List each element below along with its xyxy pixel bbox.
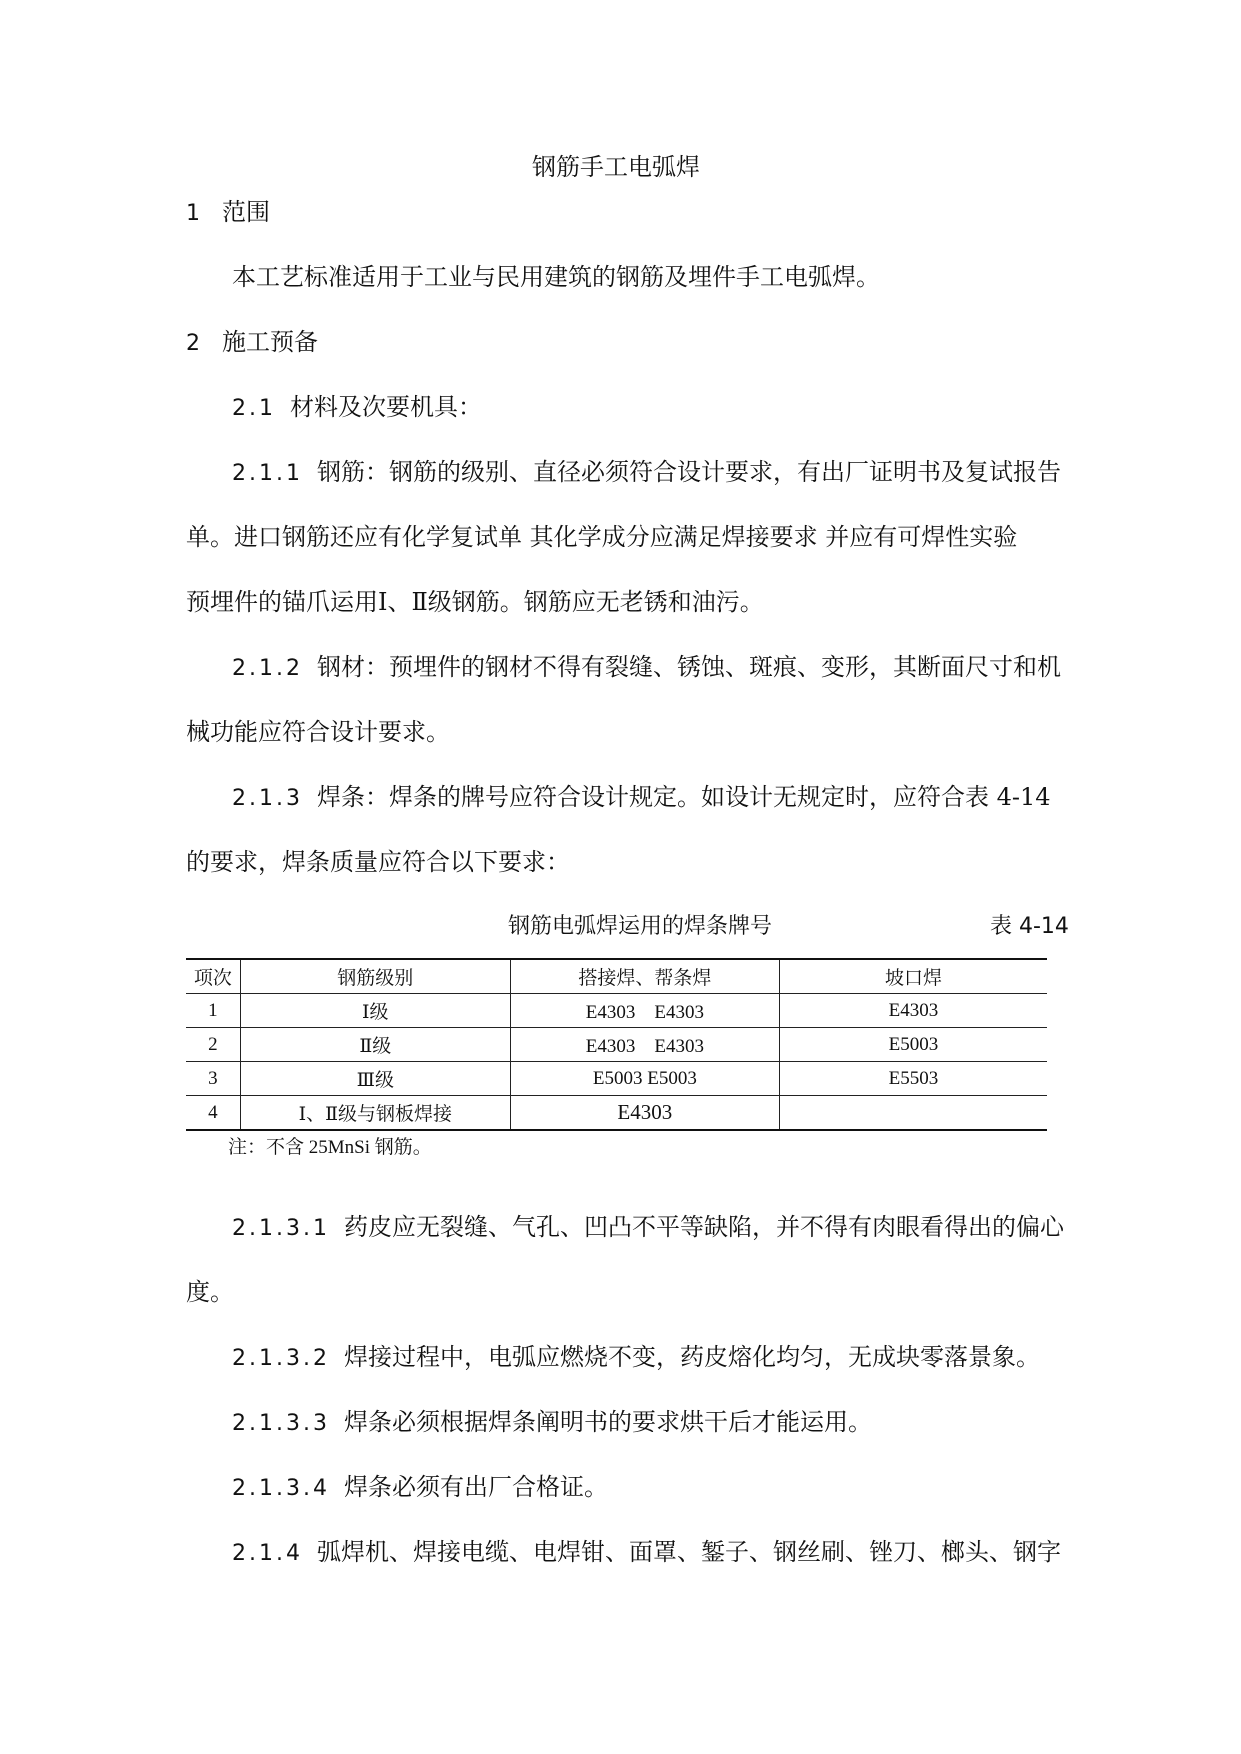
clause-number: 2.1.3: [232, 786, 303, 811]
page-title: 钢筋手工电弧焊: [532, 153, 700, 181]
paragraph-2-1-3-3: [232, 1407, 872, 1439]
table-cell: Ⅰ、Ⅱ级与钢板焊接: [240, 1096, 510, 1131]
clause-text: 药皮应无裂缝、气孔、凹凸不平等缺陷，并不得有肉眼看得出的偏心: [343, 1213, 1064, 1241]
section-2-heading: [186, 327, 318, 359]
table-cell: E4303 E4303: [510, 1028, 779, 1062]
table-header-cell: 搭接焊、帮条焊: [510, 959, 779, 994]
section-1-heading: [186, 197, 270, 229]
section-1-body: 本工艺标准适用于工业与民用建筑的钢筋及埋件手工电弧焊。: [232, 263, 880, 291]
table-cell: 1: [186, 994, 240, 1028]
paragraph-2-1-3-1: [232, 1212, 1064, 1244]
paragraph-2-1-4: [232, 1537, 1061, 1569]
electrode-table: [186, 958, 1047, 1131]
table-cell: 3: [186, 1062, 240, 1096]
clause-number: 2.1.4: [232, 1541, 303, 1566]
table-row: [186, 994, 1047, 1028]
table-cell: E4303: [510, 1096, 779, 1131]
table-header-row: [186, 959, 1047, 994]
table-row: [186, 1028, 1047, 1062]
table-cell: E4303 E4303: [510, 994, 779, 1028]
table-header-cell: 钢筋级别: [240, 959, 510, 994]
section-number: 2: [186, 331, 200, 356]
clause-text: 焊接过程中，电弧应燃烧不变，药皮熔化均匀，无成块零落景象。: [343, 1343, 1040, 1371]
table-cell: Ⅲ级: [240, 1062, 510, 1096]
clause-text: 材料及次要机具：: [290, 393, 482, 421]
table-row: [186, 1096, 1047, 1131]
paragraph-line: 械功能应符合设计要求。: [186, 718, 450, 746]
paragraph-line: 预埋件的锚爪运用Ⅰ、Ⅱ级钢筋。钢筋应无老锈和油污。: [186, 588, 764, 616]
paragraph-2-1-1: [232, 457, 1061, 489]
clause-number: 2.1.2: [232, 656, 303, 681]
section-title: 范围: [222, 198, 270, 226]
table-note: 注：不含 25MnSi 钢筋。: [228, 1137, 432, 1158]
paragraph-line: 度。: [186, 1278, 234, 1306]
clause-text: 焊条：焊条的牌号应符合设计规定。如设计无规定时，应符合表 4-14: [316, 783, 1051, 811]
clause-text: 钢材：预埋件的钢材不得有裂缝、锈蚀、斑痕、变形，其断面尺寸和机: [316, 653, 1061, 681]
table-row: [186, 1062, 1047, 1096]
paragraph-line: 的要求，焊条质量应符合以下要求：: [186, 848, 570, 876]
clause-number: 2.1.3.2: [232, 1346, 330, 1371]
clause-number: 2.1: [232, 396, 276, 421]
table-cell: 2: [186, 1028, 240, 1062]
section-title: 施工预备: [222, 328, 318, 356]
table-cell: E5003 E5003: [510, 1062, 779, 1096]
clause-number: 2.1.1: [232, 461, 303, 486]
table-header-cell: 坡口焊: [779, 959, 1047, 994]
clause-text: 弧焊机、焊接电缆、电焊钳、面罩、錾子、钢丝刷、锉刀、榔头、钢字: [316, 1538, 1061, 1566]
section-number: 1: [186, 201, 200, 226]
table-cell: E5003: [779, 1028, 1047, 1062]
clause-text: 焊条必须根据焊条阐明书的要求烘干后才能运用。: [343, 1408, 872, 1436]
table-cell: E4303: [779, 994, 1047, 1028]
paragraph-line: 单。进口钢筋还应有化学复试单 其化学成分应满足焊接要求 并应有可焊性实验: [186, 523, 1018, 551]
table-caption: 钢筋电弧焊运用的焊条牌号: [508, 914, 773, 939]
table-header-cell: 项次: [186, 959, 240, 994]
paragraph-2-1-3-2: [232, 1342, 1040, 1374]
table-cell: [779, 1096, 1047, 1131]
clause-number: 2.1.3.3: [232, 1411, 330, 1436]
clause-text: 焊条必须有出厂合格证。: [343, 1473, 608, 1501]
table-number: 表 4-14: [990, 914, 1069, 939]
clause-number: 2.1.3.4: [232, 1476, 330, 1501]
table-cell: Ⅱ级: [240, 1028, 510, 1062]
paragraph-2-1-3-4: [232, 1472, 608, 1504]
table-cell: 4: [186, 1096, 240, 1131]
paragraph-2-1: [232, 392, 482, 424]
paragraph-2-1-3: [232, 782, 1051, 814]
clause-text: 钢筋：钢筋的级别、直径必须符合设计要求，有出厂证明书及复试报告: [316, 458, 1061, 486]
paragraph-2-1-2: [232, 652, 1061, 684]
table-cell: E5503: [779, 1062, 1047, 1096]
table-cell: Ⅰ级: [240, 994, 510, 1028]
clause-number: 2.1.3.1: [232, 1216, 330, 1241]
